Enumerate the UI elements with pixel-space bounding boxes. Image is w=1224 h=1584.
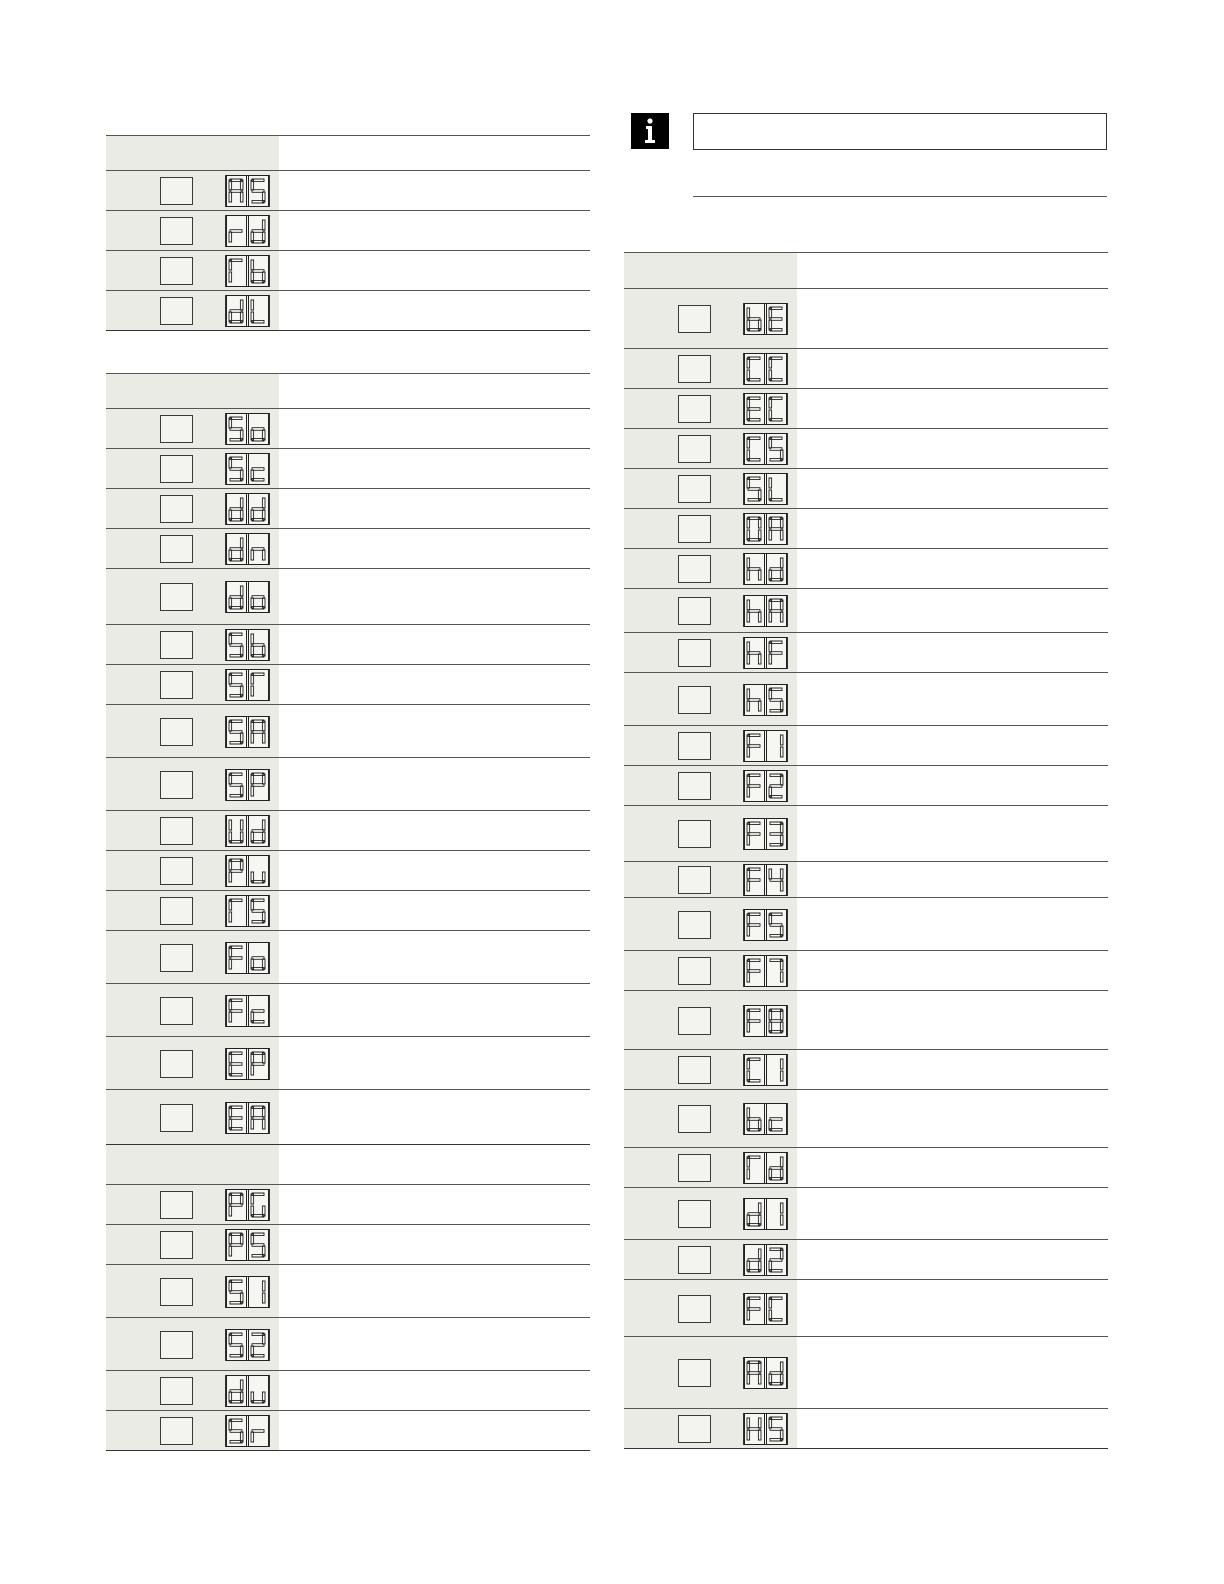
- code-checkbox[interactable]: [678, 475, 711, 503]
- table-row: [624, 1050, 1108, 1090]
- seven-segment-code-Гb: [225, 255, 270, 287]
- code-checkbox[interactable]: [160, 297, 193, 325]
- code-checkbox[interactable]: [160, 217, 193, 245]
- code-checkbox[interactable]: [678, 1295, 711, 1323]
- seven-segment-code-F1: [743, 730, 788, 762]
- table-row: [106, 1185, 590, 1225]
- code-checkbox[interactable]: [678, 732, 711, 760]
- table-row: [106, 1037, 590, 1090]
- seven-segment-code-rd: [225, 215, 270, 247]
- info-note-box: [693, 113, 1107, 150]
- seven-segment-code-dd: [225, 493, 270, 525]
- code-checkbox[interactable]: [160, 583, 193, 611]
- table-row: [624, 726, 1108, 766]
- seven-segment-code-S1: [225, 1276, 270, 1308]
- code-checkbox[interactable]: [160, 1231, 193, 1259]
- code-checkbox[interactable]: [160, 1278, 193, 1306]
- table-row: [624, 1280, 1108, 1337]
- table-row: [624, 951, 1108, 991]
- code-checkbox[interactable]: [160, 1050, 193, 1078]
- seven-segment-code-Fc: [225, 995, 270, 1027]
- table-row: [106, 569, 590, 625]
- code-checkbox[interactable]: [678, 1246, 711, 1274]
- code-checkbox[interactable]: [678, 1359, 711, 1387]
- table-row: [624, 1409, 1108, 1449]
- seven-segment-code-Ud: [225, 815, 270, 847]
- seven-segment-code-CS: [743, 433, 788, 465]
- seven-segment-code-So: [225, 413, 270, 445]
- code-checkbox[interactable]: [678, 820, 711, 848]
- seven-segment-code-Гd: [743, 1152, 788, 1184]
- table-row: [106, 758, 590, 811]
- table-header: [624, 252, 1108, 289]
- code-checkbox[interactable]: [678, 597, 711, 625]
- table-row: [624, 633, 1108, 673]
- table-row: [106, 409, 590, 449]
- seven-segment-code-AS: [225, 175, 270, 207]
- seven-segment-code-hA: [743, 595, 788, 627]
- table-row: [106, 1265, 590, 1318]
- code-checkbox[interactable]: [678, 686, 711, 714]
- code-checkbox[interactable]: [160, 671, 193, 699]
- table-row: [624, 991, 1108, 1050]
- seven-segment-code-du: [225, 1375, 270, 1407]
- table-row: [624, 806, 1108, 862]
- seven-segment-code-Sb: [225, 629, 270, 661]
- table-row: [624, 589, 1108, 633]
- seven-segment-code-EA: [225, 1102, 270, 1134]
- seven-segment-code-F3: [743, 818, 788, 850]
- table-row: [106, 1090, 590, 1145]
- code-checkbox[interactable]: [678, 866, 711, 894]
- table-header: [106, 373, 590, 409]
- code-checkbox[interactable]: [160, 455, 193, 483]
- code-checkbox[interactable]: [160, 415, 193, 443]
- seven-segment-code-Sr: [225, 1415, 270, 1447]
- code-checkbox[interactable]: [160, 535, 193, 563]
- table-row: [624, 898, 1108, 951]
- seven-segment-code-Sc: [225, 453, 270, 485]
- seven-segment-code-hd: [743, 553, 788, 585]
- seven-segment-code-S2: [225, 1329, 270, 1361]
- code-checkbox[interactable]: [160, 495, 193, 523]
- table-row: [624, 1337, 1108, 1409]
- seven-segment-code-FC: [743, 1293, 788, 1325]
- table-row: [624, 862, 1108, 898]
- table-row: [106, 489, 590, 529]
- seven-segment-code-Fo: [225, 942, 270, 974]
- code-checkbox[interactable]: [678, 1056, 711, 1084]
- table-row: [106, 171, 590, 211]
- table-row: [106, 1411, 590, 1451]
- seven-segment-code-HS: [743, 1413, 788, 1445]
- seven-segment-code-ГS: [225, 895, 270, 927]
- code-checkbox[interactable]: [160, 857, 193, 885]
- seven-segment-code-F8: [743, 1005, 788, 1037]
- left-code-table: [106, 135, 590, 1451]
- table-row: [106, 851, 590, 891]
- seven-segment-code-hS: [743, 684, 788, 716]
- table-row: [106, 529, 590, 569]
- table-row: [624, 766, 1108, 806]
- seven-segment-code-dn: [225, 533, 270, 565]
- seven-segment-code-F5: [743, 909, 788, 941]
- seven-segment-code-do: [225, 581, 270, 613]
- table-row: [624, 469, 1108, 509]
- code-checkbox[interactable]: [678, 395, 711, 423]
- seven-segment-code-F4: [743, 864, 788, 896]
- table-row: [106, 984, 590, 1037]
- table-row: [624, 1188, 1108, 1240]
- table-row: [106, 1318, 590, 1371]
- code-checkbox[interactable]: [678, 1200, 711, 1228]
- code-checkbox[interactable]: [678, 911, 711, 939]
- table-row: [624, 349, 1108, 389]
- seven-segment-code-CC: [743, 353, 788, 385]
- table-row: [624, 673, 1108, 726]
- table-row: [106, 811, 590, 851]
- seven-segment-code-F2: [743, 770, 788, 802]
- table-row: [106, 251, 590, 291]
- code-checkbox[interactable]: [160, 997, 193, 1025]
- table-row: [106, 211, 590, 251]
- table-row: [106, 291, 590, 331]
- seven-segment-code-d2: [743, 1244, 788, 1276]
- code-checkbox[interactable]: [160, 257, 193, 285]
- seven-segment-code-SL: [743, 473, 788, 505]
- table-row: [106, 665, 590, 705]
- code-checkbox[interactable]: [678, 1415, 711, 1443]
- code-checkbox[interactable]: [678, 957, 711, 985]
- code-checkbox[interactable]: [160, 718, 193, 746]
- seven-segment-code-PS: [225, 1229, 270, 1261]
- seven-segment-code-PG: [225, 1189, 270, 1221]
- seven-segment-code-EC: [743, 393, 788, 425]
- code-checkbox[interactable]: [160, 897, 193, 925]
- table-row: [106, 931, 590, 984]
- code-checkbox[interactable]: [678, 435, 711, 463]
- seven-segment-code-F7: [743, 955, 788, 987]
- table-row: [624, 429, 1108, 469]
- table-header: [106, 135, 590, 171]
- code-checkbox[interactable]: [160, 817, 193, 845]
- code-checkbox[interactable]: [678, 1154, 711, 1182]
- table-row: [106, 1371, 590, 1411]
- code-checkbox[interactable]: [678, 1105, 711, 1133]
- table-row: [106, 705, 590, 758]
- code-checkbox[interactable]: [678, 1007, 711, 1035]
- code-checkbox[interactable]: [160, 1104, 193, 1132]
- table-header: [106, 1145, 590, 1185]
- seven-segment-code-bc: [743, 1103, 788, 1135]
- table-row: [624, 549, 1108, 589]
- seven-segment-code-EP: [225, 1048, 270, 1080]
- table-row: [624, 509, 1108, 549]
- seven-segment-code-SГ: [225, 669, 270, 701]
- code-checkbox[interactable]: [160, 1331, 193, 1359]
- seven-segment-code-Pu: [225, 855, 270, 887]
- code-checkbox[interactable]: [678, 355, 711, 383]
- info-divider: [693, 196, 1107, 197]
- code-checkbox[interactable]: [678, 515, 711, 543]
- code-checkbox[interactable]: [678, 772, 711, 800]
- seven-segment-code-dL: [225, 295, 270, 327]
- seven-segment-code-SA: [225, 716, 270, 748]
- right-code-table: [624, 252, 1108, 1449]
- code-checkbox[interactable]: [160, 944, 193, 972]
- seven-segment-code-C1: [743, 1054, 788, 1086]
- table-row: [106, 891, 590, 931]
- seven-segment-code-d1: [743, 1198, 788, 1230]
- code-checkbox[interactable]: [160, 631, 193, 659]
- seven-segment-code-0A: [743, 513, 788, 545]
- code-checkbox[interactable]: [678, 305, 711, 333]
- code-checkbox[interactable]: [678, 555, 711, 583]
- seven-segment-code-hF: [743, 637, 788, 669]
- seven-segment-code-Ad: [743, 1357, 788, 1389]
- code-checkbox[interactable]: [160, 177, 193, 205]
- table-row: [624, 1090, 1108, 1148]
- code-checkbox[interactable]: [160, 1417, 193, 1445]
- seven-segment-code-SP: [225, 769, 270, 801]
- seven-segment-code-bE: [743, 303, 788, 335]
- table-row: [106, 625, 590, 665]
- code-checkbox[interactable]: [160, 771, 193, 799]
- table-row: [106, 449, 590, 489]
- info-icon: [631, 113, 669, 149]
- table-row: [624, 1148, 1108, 1188]
- table-row: [624, 1240, 1108, 1280]
- table-row: [624, 389, 1108, 429]
- code-checkbox[interactable]: [678, 639, 711, 667]
- table-row: [624, 289, 1108, 349]
- code-checkbox[interactable]: [160, 1377, 193, 1405]
- table-row: [106, 1225, 590, 1265]
- table-spacer: [106, 331, 590, 373]
- code-checkbox[interactable]: [160, 1191, 193, 1219]
